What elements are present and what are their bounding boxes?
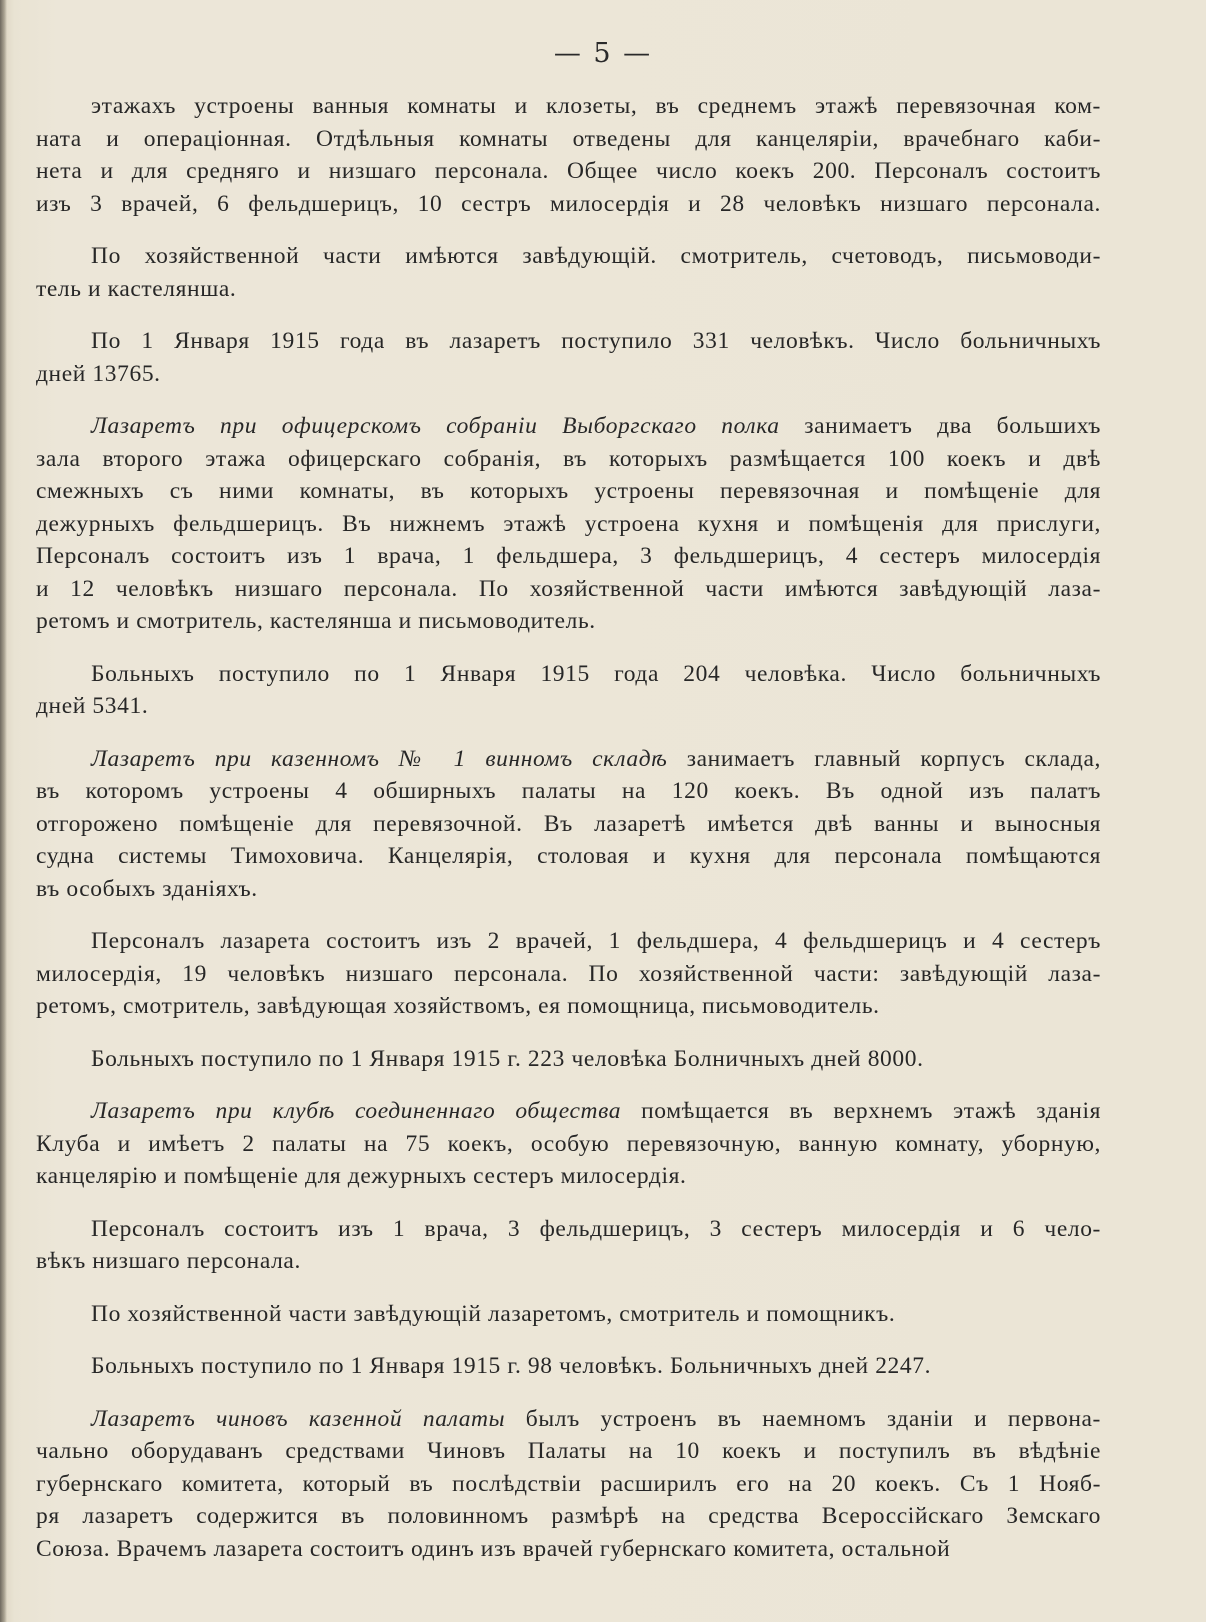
paragraph — [36, 1298, 1101, 1331]
line-text: Больныхъ поступило по 1 Января 1915 г. 223 человѣка Болничныхъ дней 8000. — [91, 1045, 924, 1072]
line-text: вѣкъ низшаго персонала. — [36, 1248, 301, 1274]
line-text: Больныхъ поступило по 1 Января 1915 года 204 человѣка. Число больничныхъ — [91, 660, 1101, 687]
text-line — [36, 1468, 1101, 1501]
line-text: По хозяйственной части завѣдующій лазаретомъ, смотритель и помощникъ. — [91, 1300, 896, 1327]
text-line — [36, 873, 1101, 906]
line-text: ря лазаретъ содержится въ половинномъ размѣрѣ на средства Всероссійскаго Земскаго — [36, 1503, 1101, 1529]
text-line — [36, 273, 1101, 306]
line-text: въ особыхъ зданіяхъ. — [36, 875, 258, 902]
text-line — [36, 1500, 1101, 1533]
line-text: былъ устроенъ въ наемномъ зданіи и первона- — [505, 1405, 1101, 1432]
text-line — [36, 573, 1101, 606]
text-line — [36, 1350, 1101, 1383]
text-line — [36, 410, 1101, 443]
line-text: милосердія, 19 человѣкъ низшаго персонала. По хозяйственной части: завѣдующій лаза- — [36, 960, 1101, 987]
paragraph — [36, 1350, 1101, 1383]
paragraph — [36, 1095, 1101, 1193]
line-text: Персоналъ состоитъ изъ 1 врача, 3 фельдшерицъ, 3 сестеръ милосердія и 6 чело- — [91, 1215, 1101, 1242]
text-line — [36, 658, 1101, 691]
paragraph — [36, 90, 1101, 220]
paragraph — [36, 1043, 1101, 1076]
text-line — [36, 540, 1101, 573]
line-text: Больныхъ поступило по 1 Января 1915 г. 98 человѣкъ. Больничныхъ дней 2247. — [91, 1353, 932, 1379]
line-text: изъ 3 врачей, 6 фельдшерицъ, 10 сестръ милосердія и 28 человѣкъ низшаго персонала. — [36, 190, 1101, 217]
text-line — [36, 840, 1101, 873]
paragraph — [36, 1403, 1101, 1566]
text-line — [36, 1533, 1101, 1566]
text-line — [36, 443, 1101, 476]
italic-heading: Лазаретъ при офицерскомъ собраніи Выборгскаго полка — [91, 413, 780, 439]
text-line — [36, 90, 1101, 123]
line-text: Клуба и имѣетъ 2 палаты на 75 коекъ, особую перевязочную, ванную комнату, уборную, — [36, 1130, 1101, 1157]
line-text: зала второго этажа офицерскаго собранія, въ которыхъ размѣщается 100 коекъ и двѣ — [36, 445, 1101, 472]
line-text: Персоналъ состоитъ изъ 1 врача, 1 фельдшера, 3 фельдшерицъ, 4 сестеръ милосердія — [36, 543, 1101, 569]
line-text: тель и кастелянша. — [36, 275, 237, 302]
line-text: дней 13765. — [36, 360, 161, 387]
text-line — [36, 1043, 1101, 1076]
text-line — [36, 475, 1101, 508]
body-text — [36, 90, 1101, 1565]
line-text: дежурныхъ фельдшерицъ. Въ нижнемъ этажѣ устроена кухня и помѣщенія для прислуги, — [36, 510, 1101, 537]
text-line — [36, 325, 1101, 358]
italic-heading: Лазаретъ при казенномъ № 1 винномъ складѣ — [91, 745, 668, 772]
text-line — [36, 188, 1101, 221]
italic-heading: Лазаретъ при клубѣ соединеннаго общества — [91, 1098, 622, 1124]
line-text: Союза. Врачемъ лазарета состоитъ одинъ изъ врачей губернскаго комитета, остальной — [36, 1535, 951, 1562]
line-text: занимаетъ два большихъ — [779, 413, 1101, 439]
text-line — [36, 1403, 1101, 1436]
line-text: По 1 Января 1915 года въ лазаретъ поступило 331 человѣкъ. Число больничныхъ — [91, 328, 1101, 354]
line-text: канцелярію и помѣщеніе для дежурныхъ сестеръ милосердія. — [36, 1163, 687, 1189]
text-line — [36, 155, 1101, 188]
paragraph — [36, 743, 1101, 906]
text-line — [36, 508, 1101, 541]
text-line — [36, 1245, 1101, 1278]
text-line — [36, 775, 1101, 808]
line-text: губернскаго комитета, который въ послѣдствіи расширилъ его на 20 коекъ. Съ 1 Нояб- — [36, 1470, 1101, 1497]
italic-heading: Лазаретъ чиновъ казенной палаты — [91, 1405, 506, 1432]
line-text: нета и для средняго и низшаго персонала. Общее число коекъ 200. Персоналъ состоитъ — [36, 158, 1101, 184]
line-text: этажахъ устроены ванныя комнаты и клозеты, въ среднемъ этажѣ перевязочная ком- — [91, 93, 1101, 119]
line-text: судна системы Тимоховича. Канцелярія, столовая и кухня для персонала помѣщаются — [36, 843, 1101, 869]
paragraph — [36, 410, 1101, 638]
text-line — [36, 605, 1101, 638]
text-line — [36, 925, 1101, 958]
line-text: По хозяйственной части имѣются завѣдующій. смотритель, счетоводъ, письмоводи- — [91, 243, 1101, 269]
line-text: и 12 человѣкъ низшаго персонала. По хозяйственной части имѣются завѣдующій лаза- — [36, 575, 1101, 602]
text-line — [36, 808, 1101, 841]
text-line — [36, 690, 1101, 723]
paragraph — [36, 658, 1101, 723]
text-line — [36, 1160, 1101, 1193]
paragraph — [36, 925, 1101, 1023]
line-text: занимаетъ главный корпусъ склада, — [667, 745, 1101, 772]
line-text: смежныхъ съ ними комнаты, въ которыхъ устроены перевязочная и помѣщеніе для — [36, 478, 1101, 504]
line-text: въ которомъ устроены 4 обширныхъ палаты на 120 коекъ. Въ одной изъ палатъ — [36, 778, 1101, 804]
text-line — [36, 958, 1101, 991]
text-line — [36, 1213, 1101, 1246]
text-line — [36, 358, 1101, 391]
page-binding-edge — [0, 0, 7, 1622]
line-text: Персоналъ лазарета состоитъ изъ 2 врачей, 1 фельдшера, 4 фельдшерицъ и 4 сестеръ — [91, 928, 1101, 954]
line-text: чально оборудаванъ средствами Чиновъ Палаты на 10 коекъ и поступилъ въ вѣдѣніе — [36, 1438, 1101, 1464]
text-line — [36, 743, 1101, 776]
text-line — [36, 1095, 1101, 1128]
paragraph — [36, 240, 1101, 305]
page-number: — 5 — — [553, 38, 653, 69]
text-line — [36, 123, 1101, 156]
line-text: ретомъ, смотритель, завѣдующая хозяйствомъ, ея помощница, письмоводитель. — [36, 993, 880, 1019]
paragraph — [36, 1213, 1101, 1278]
text-line — [36, 990, 1101, 1023]
line-text: помѣщается въ верхнемъ этажѣ зданія — [621, 1098, 1101, 1124]
line-text: ната и операціонная. Отдѣльныя комнаты отведены для канцеляріи, врачебнаго каби- — [36, 125, 1101, 152]
text-line — [36, 1435, 1101, 1468]
line-text: отгорожено помѣщеніе для перевязочной. Въ лазаретѣ имѣется двѣ ванны и выносныя — [36, 810, 1101, 837]
text-line — [36, 1298, 1101, 1331]
text-line — [36, 240, 1101, 273]
paragraph — [36, 325, 1101, 390]
text-line — [36, 1128, 1101, 1161]
line-text: ретомъ и смотритель, кастелянша и письмоводитель. — [36, 608, 596, 634]
line-text: дней 5341. — [36, 693, 149, 719]
